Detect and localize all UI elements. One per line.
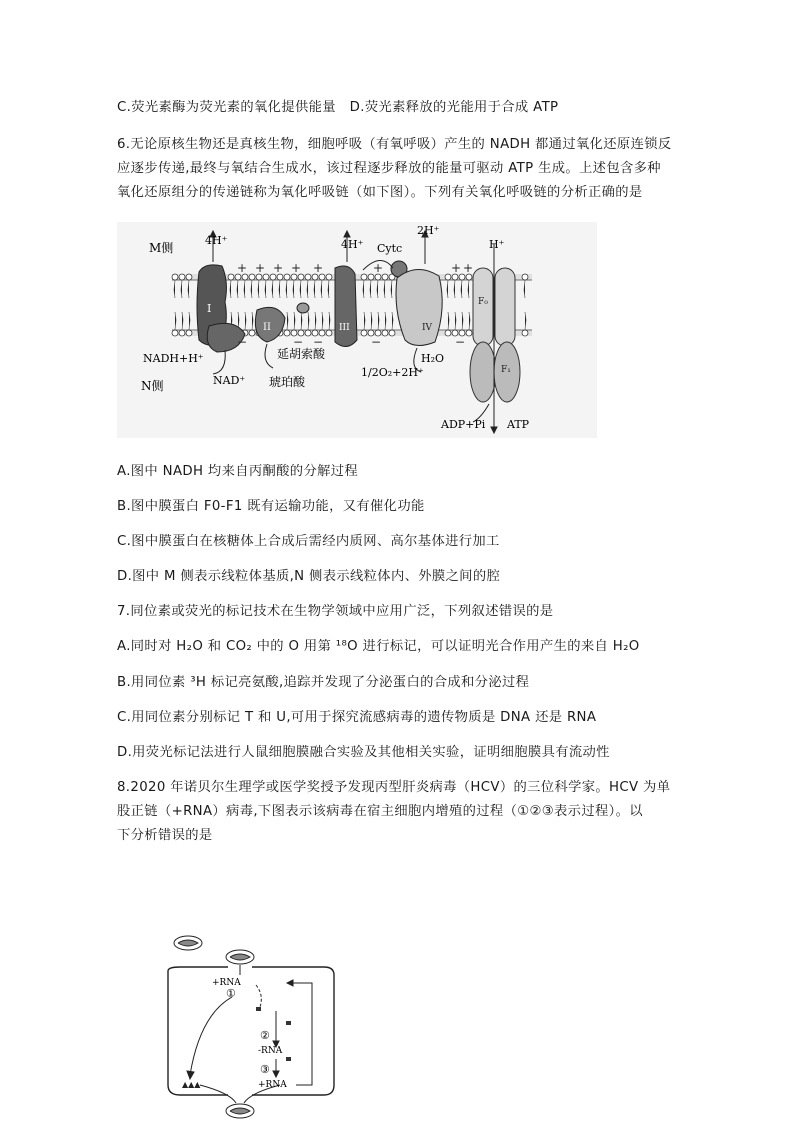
q8-stem-line-1: 8.2020 年诺贝尔生理学或医学奖授予发现丙型肝炎病毒（HCV）的三位科学家。HCV 为单 [117, 780, 671, 795]
virus-released [226, 1104, 254, 1118]
q7-option-b: B.用同位素 ³H 标记亮氨酸,追踪并发现了分泌蛋白的合成和分泌过程 [117, 675, 530, 690]
host-cell-outline [168, 967, 334, 1095]
ubiquinone [297, 303, 309, 313]
q8-stem-line-2: 股正链（+RNA）病毒,下图表示该病毒在宿主细胞内增殖的过程（①②③表示过程）。以 [117, 804, 643, 819]
hcv-svg [140, 935, 350, 1121]
q6-stem-line-3: 氧化还原组分的传递链称为氧化呼吸链（如下图）。下列有关氧化呼吸链的分析正确的是 [117, 185, 643, 200]
respiratory-chain-svg [117, 222, 597, 438]
plus-rna-bottom-label: +RNA [258, 1080, 287, 1090]
q5-option-c: C.荧光素酶为荧光素的氧化提供能量 [117, 100, 336, 115]
hcv-replication-diagram [140, 935, 350, 1125]
m-side-label: M侧 [149, 241, 174, 255]
q6-option-d: D.图中 M 侧表示线粒体基质,N 侧表示线粒体内、外膜之间的腔 [117, 569, 501, 584]
q7-option-a: A.同时对 H₂O 和 CO₂ 中的 O 用第 ¹⁸O 进行标记，可以证明光合作用产生的来自 H₂O [117, 639, 640, 654]
svg-text:+: + [451, 261, 462, 275]
h-plus-label-4: H⁺ [489, 238, 505, 251]
complex-iv [396, 269, 442, 345]
complex-iii [335, 266, 357, 347]
n-side-label: N侧 [141, 379, 164, 393]
q5-option-d: D.荧光素释放的光能用于合成 ATP [349, 100, 559, 115]
atp-synthase-f0-left [473, 268, 493, 346]
atp-synthase-f1-left [470, 342, 496, 402]
svg-text:−: − [371, 335, 382, 349]
water-label: H₂O [421, 352, 445, 365]
svg-text:−: − [455, 335, 466, 349]
complex-ii-label: II [263, 322, 271, 333]
svg-text:+: + [313, 261, 324, 275]
f0-label: F₀ [478, 297, 488, 307]
svg-text:▲▲▲: ▲▲▲ [182, 1080, 201, 1089]
h-plus-label-3: 2H⁺ [417, 224, 440, 237]
svg-text:−: − [293, 335, 304, 349]
complex-i-label: I [207, 302, 212, 315]
svg-text:−: − [237, 335, 248, 349]
svg-text:−: − [313, 335, 324, 349]
q6-option-c: C.图中膜蛋白在核糖体上合成后需经内质网、高尔基体进行加工 [117, 534, 500, 549]
nad-label: NAD⁺ [213, 374, 246, 387]
respiratory-chain-diagram [117, 222, 597, 442]
q7-option-c: C.用同位素分别标记 T 和 U,可用于探究流感病毒的遗传物质是 DNA 还是 RNA [117, 710, 597, 725]
svg-text:+: + [463, 261, 474, 275]
atp-synthase-f0-right [495, 268, 515, 346]
svg-text:+: + [291, 261, 302, 275]
nadh-label: NADH+H⁺ [143, 352, 204, 365]
q6-stem-line-1: 6.无论原核生物还是真核生物，细胞呼吸（有氧呼吸）产生的 NADH 都通过氧化还原连锁反 [117, 137, 672, 152]
q6-option-b: B.图中膜蛋白 F0-F1 既有运输功能，又有催化功能 [117, 499, 425, 514]
f1-label: F₁ [501, 365, 511, 375]
cytc-label: Cytc [377, 242, 403, 255]
svg-text:+: + [273, 261, 284, 275]
q8-stem-line-3: 下分析错误的是 [117, 828, 213, 843]
svg-text:+: + [373, 261, 384, 275]
plus-rna-top-label: +RNA [212, 978, 241, 988]
h-plus-label-1: 4H⁺ [205, 234, 228, 247]
step3-label: ③ [260, 1063, 270, 1076]
virus-entering [174, 936, 202, 950]
fumarate-label: 延胡索酸 [277, 347, 326, 361]
adp-label: ADP+Pi [441, 418, 486, 431]
q6-option-a: A.图中 NADH 均来自丙酮酸的分解过程 [117, 464, 359, 479]
atp-label: ATP [507, 418, 530, 431]
step2-label: ② [260, 1029, 270, 1042]
q5-options-cd [117, 96, 558, 115]
h-plus-label-2: 4H⁺ [341, 238, 364, 251]
oxygen-label: 1/2O₂+2H⁺ [361, 366, 424, 379]
succinate-label: 琥珀酸 [269, 375, 306, 389]
complex-iv-label: IV [422, 323, 433, 333]
minus-rna-label: -RNA [258, 1046, 283, 1056]
q7-option-d: D.用荧光标记法进行人鼠细胞膜融合实验及其他相关实验，证明细胞膜具有流动性 [117, 745, 610, 760]
q7-stem: 7.同位素或荧光的标记技术在生物学领域中应用广泛，下列叙述错误的是 [117, 604, 554, 619]
svg-text:+: + [255, 261, 266, 275]
complex-iii-label: III [339, 323, 350, 333]
svg-text:+: + [237, 261, 248, 275]
process-arrows [187, 965, 312, 1103]
q6-stem-line-2: 应逐步传递,最终与氧结合生成水，该过程逐步释放的能量可驱动 ATP 生成。上述包含多种 [117, 161, 661, 176]
virus-at-membrane [226, 950, 254, 964]
step1-label: ① [226, 987, 236, 1000]
